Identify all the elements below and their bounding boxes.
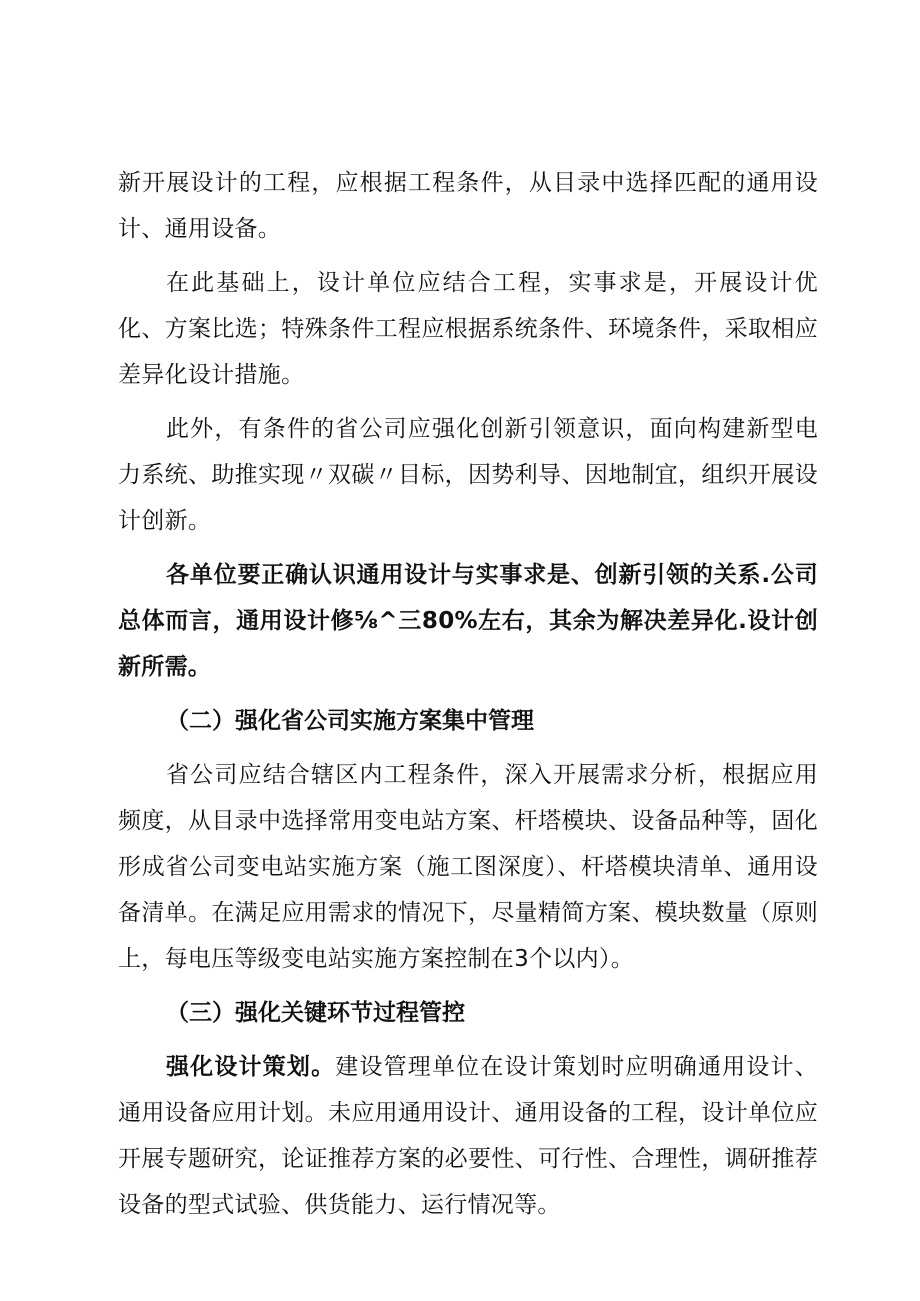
paragraph-lead-phrase: 强化设计策划。 xyxy=(166,1054,336,1080)
section-heading-3: （三）强化关键环节过程管控 xyxy=(166,1000,465,1026)
paragraph-relationship: 各单位要正确认识通用设计与实事求是、创新引领的关系.公司总体而言，通用设计修⅝^三80%左右，其余为解决差异化.设计创新所需。 xyxy=(118,562,818,680)
paragraph-body-text: 建设管理单位在设计策划时应明确通用设计、通用设备应用计划。未应用通用设计、通用设备的工程，设计单位应开展专题研究，论证推荐方案的必要性、可行性、合理性，调研推荐设备的型式试验、供货能力、运行情况等。 xyxy=(118,1054,818,1218)
document-body xyxy=(118,160,818,1228)
paragraph-new-design: 新开展设计的工程，应根据工程条件，从目录中选择匹配的通用设计、通用设备。 xyxy=(118,170,818,242)
paragraph-design-optimization: 在此基础上，设计单位应结合工程，实事求是，开展设计优化、方案比选；特殊条件工程应根据系统条件、环境条件，采取相应差异化设计措施。 xyxy=(118,270,818,388)
section-heading-2: （二）强化省公司实施方案集中管理 xyxy=(166,708,534,734)
paragraph-centralized-management: 省公司应结合辖区内工程条件，深入开展需求分析，根据应用频度，从目录中选择常用变电站方案、杆塔模块、设备品种等，固化形成省公司变电站实施方案（施工图深度）、杆塔模块清单、通用设备清单。在满足应用需求的情况下，尽量精简方案、模块数量（原则上，每电压等级变电站实施方案控制在3个以内）。 xyxy=(118,762,818,972)
paragraph-design-innovation: 此外，有条件的省公司应强化创新引领意识，面向构建新型电力系统、助推实现〃双碳〃目标，因势利导、因地制宜，组织开展设计创新。 xyxy=(118,416,818,534)
paragraph-design-planning xyxy=(118,1044,818,1228)
